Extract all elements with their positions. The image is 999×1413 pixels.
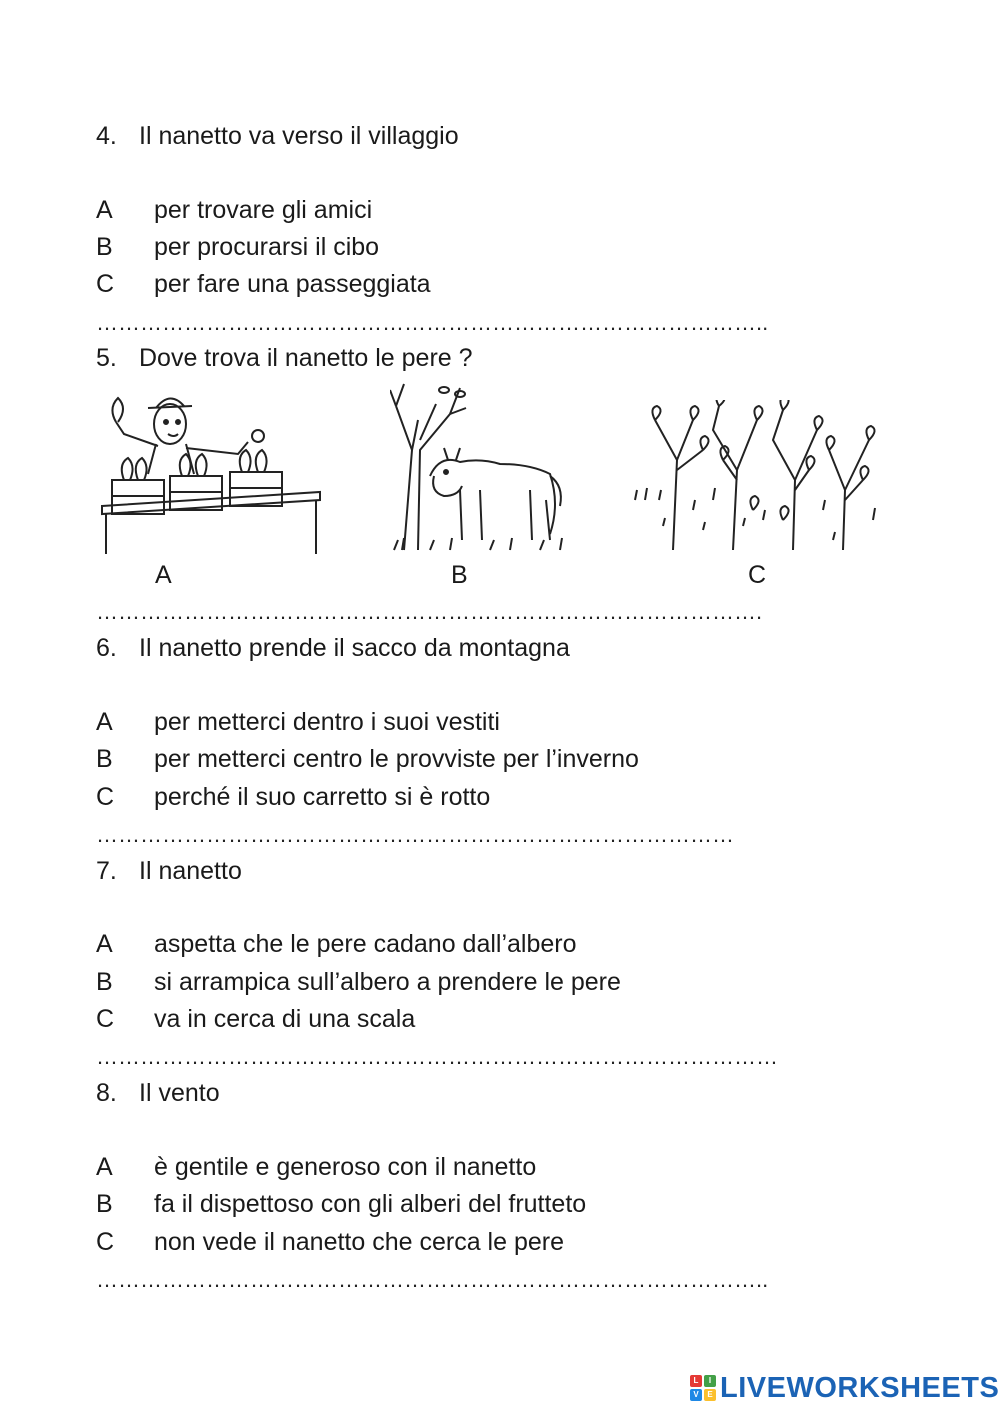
q7-option-a-letter: A xyxy=(96,930,113,958)
q7-option-b-text: si arrampica sull’albero a prendere le pere xyxy=(154,968,621,996)
q4-option-c-text: per fare una passeggiata xyxy=(154,270,431,298)
picture-b-label[interactable]: B xyxy=(451,561,468,589)
picture-a-label[interactable]: A xyxy=(155,561,172,589)
question-7-text: Il nanetto xyxy=(139,857,242,885)
question-4-text: Il nanetto va verso il villaggio xyxy=(139,122,459,150)
question-5-number: 5. xyxy=(96,344,117,372)
q8-option-b-text: fa il dispettoso con gli alberi del frutteto xyxy=(154,1190,587,1218)
q8-answer-line[interactable]: ……………………………………………………………………………….. xyxy=(96,1267,769,1292)
question-8-text: Il vento xyxy=(139,1079,220,1107)
q7-option-c-text: va in cerca di una scala xyxy=(154,1005,416,1033)
q6-option-b-letter: B xyxy=(96,745,113,773)
picture-c-label[interactable]: C xyxy=(748,561,767,589)
q8-option-a-letter: A xyxy=(96,1153,113,1181)
question-4-number: 4. xyxy=(96,122,117,150)
fruit-seller-picture xyxy=(98,388,323,556)
question-6-number: 6. xyxy=(96,634,117,662)
q8-option-c-letter: C xyxy=(96,1228,115,1256)
q4-option-a-text: per trovare gli amici xyxy=(154,196,373,224)
q8-option-c-text: non vede il nanetto che cerca le pere xyxy=(154,1228,564,1256)
q6-option-a-letter: A xyxy=(96,708,113,736)
q4-option-b-letter: B xyxy=(96,233,113,261)
q7-option-c-letter: C xyxy=(96,1005,115,1033)
q7-answer-line[interactable]: ………………………………………………………………………………… xyxy=(96,1044,778,1069)
q6-option-a-text: per metterci dentro i suoi vestiti xyxy=(154,708,500,736)
q4-option-c-letter: C xyxy=(96,270,115,298)
q4-option-b-text: per procurarsi il cibo xyxy=(154,233,380,261)
question-7-number: 7. xyxy=(96,857,117,885)
q6-option-b-text: per metterci centro le provviste per l’inverno xyxy=(154,745,639,773)
pear-orchard-picture xyxy=(633,400,878,556)
liveworksheets-logo-icon: L I V E xyxy=(690,1375,716,1401)
question-5-text: Dove trova il nanetto le pere ? xyxy=(139,344,473,372)
brand-name: LIVEWORKSHEETS xyxy=(720,1371,999,1404)
q8-option-b-letter: B xyxy=(96,1190,113,1218)
question-8-number: 8. xyxy=(96,1079,117,1107)
q6-answer-line[interactable]: …………………………………………………………………………… xyxy=(96,822,734,847)
q6-option-c-text: perché il suo carretto si è rotto xyxy=(154,783,491,811)
q4-answer-line[interactable]: ……………………………………………………………………………….. xyxy=(96,310,769,335)
q8-option-a-text: è gentile e generoso con il nanetto xyxy=(154,1153,537,1181)
q4-option-a-letter: A xyxy=(96,196,113,224)
question-6-text: Il nanetto prende il sacco da montagna xyxy=(139,634,570,662)
q6-option-c-letter: C xyxy=(96,783,115,811)
liveworksheets-logo[interactable] xyxy=(690,1372,999,1404)
q5-answer-line[interactable]: ………………………………………………………………………………. xyxy=(96,599,763,624)
animal-under-tree-picture xyxy=(390,380,570,556)
q7-option-a-text: aspetta che le pere cadano dall’albero xyxy=(154,930,577,958)
q7-option-b-letter: B xyxy=(96,968,113,996)
